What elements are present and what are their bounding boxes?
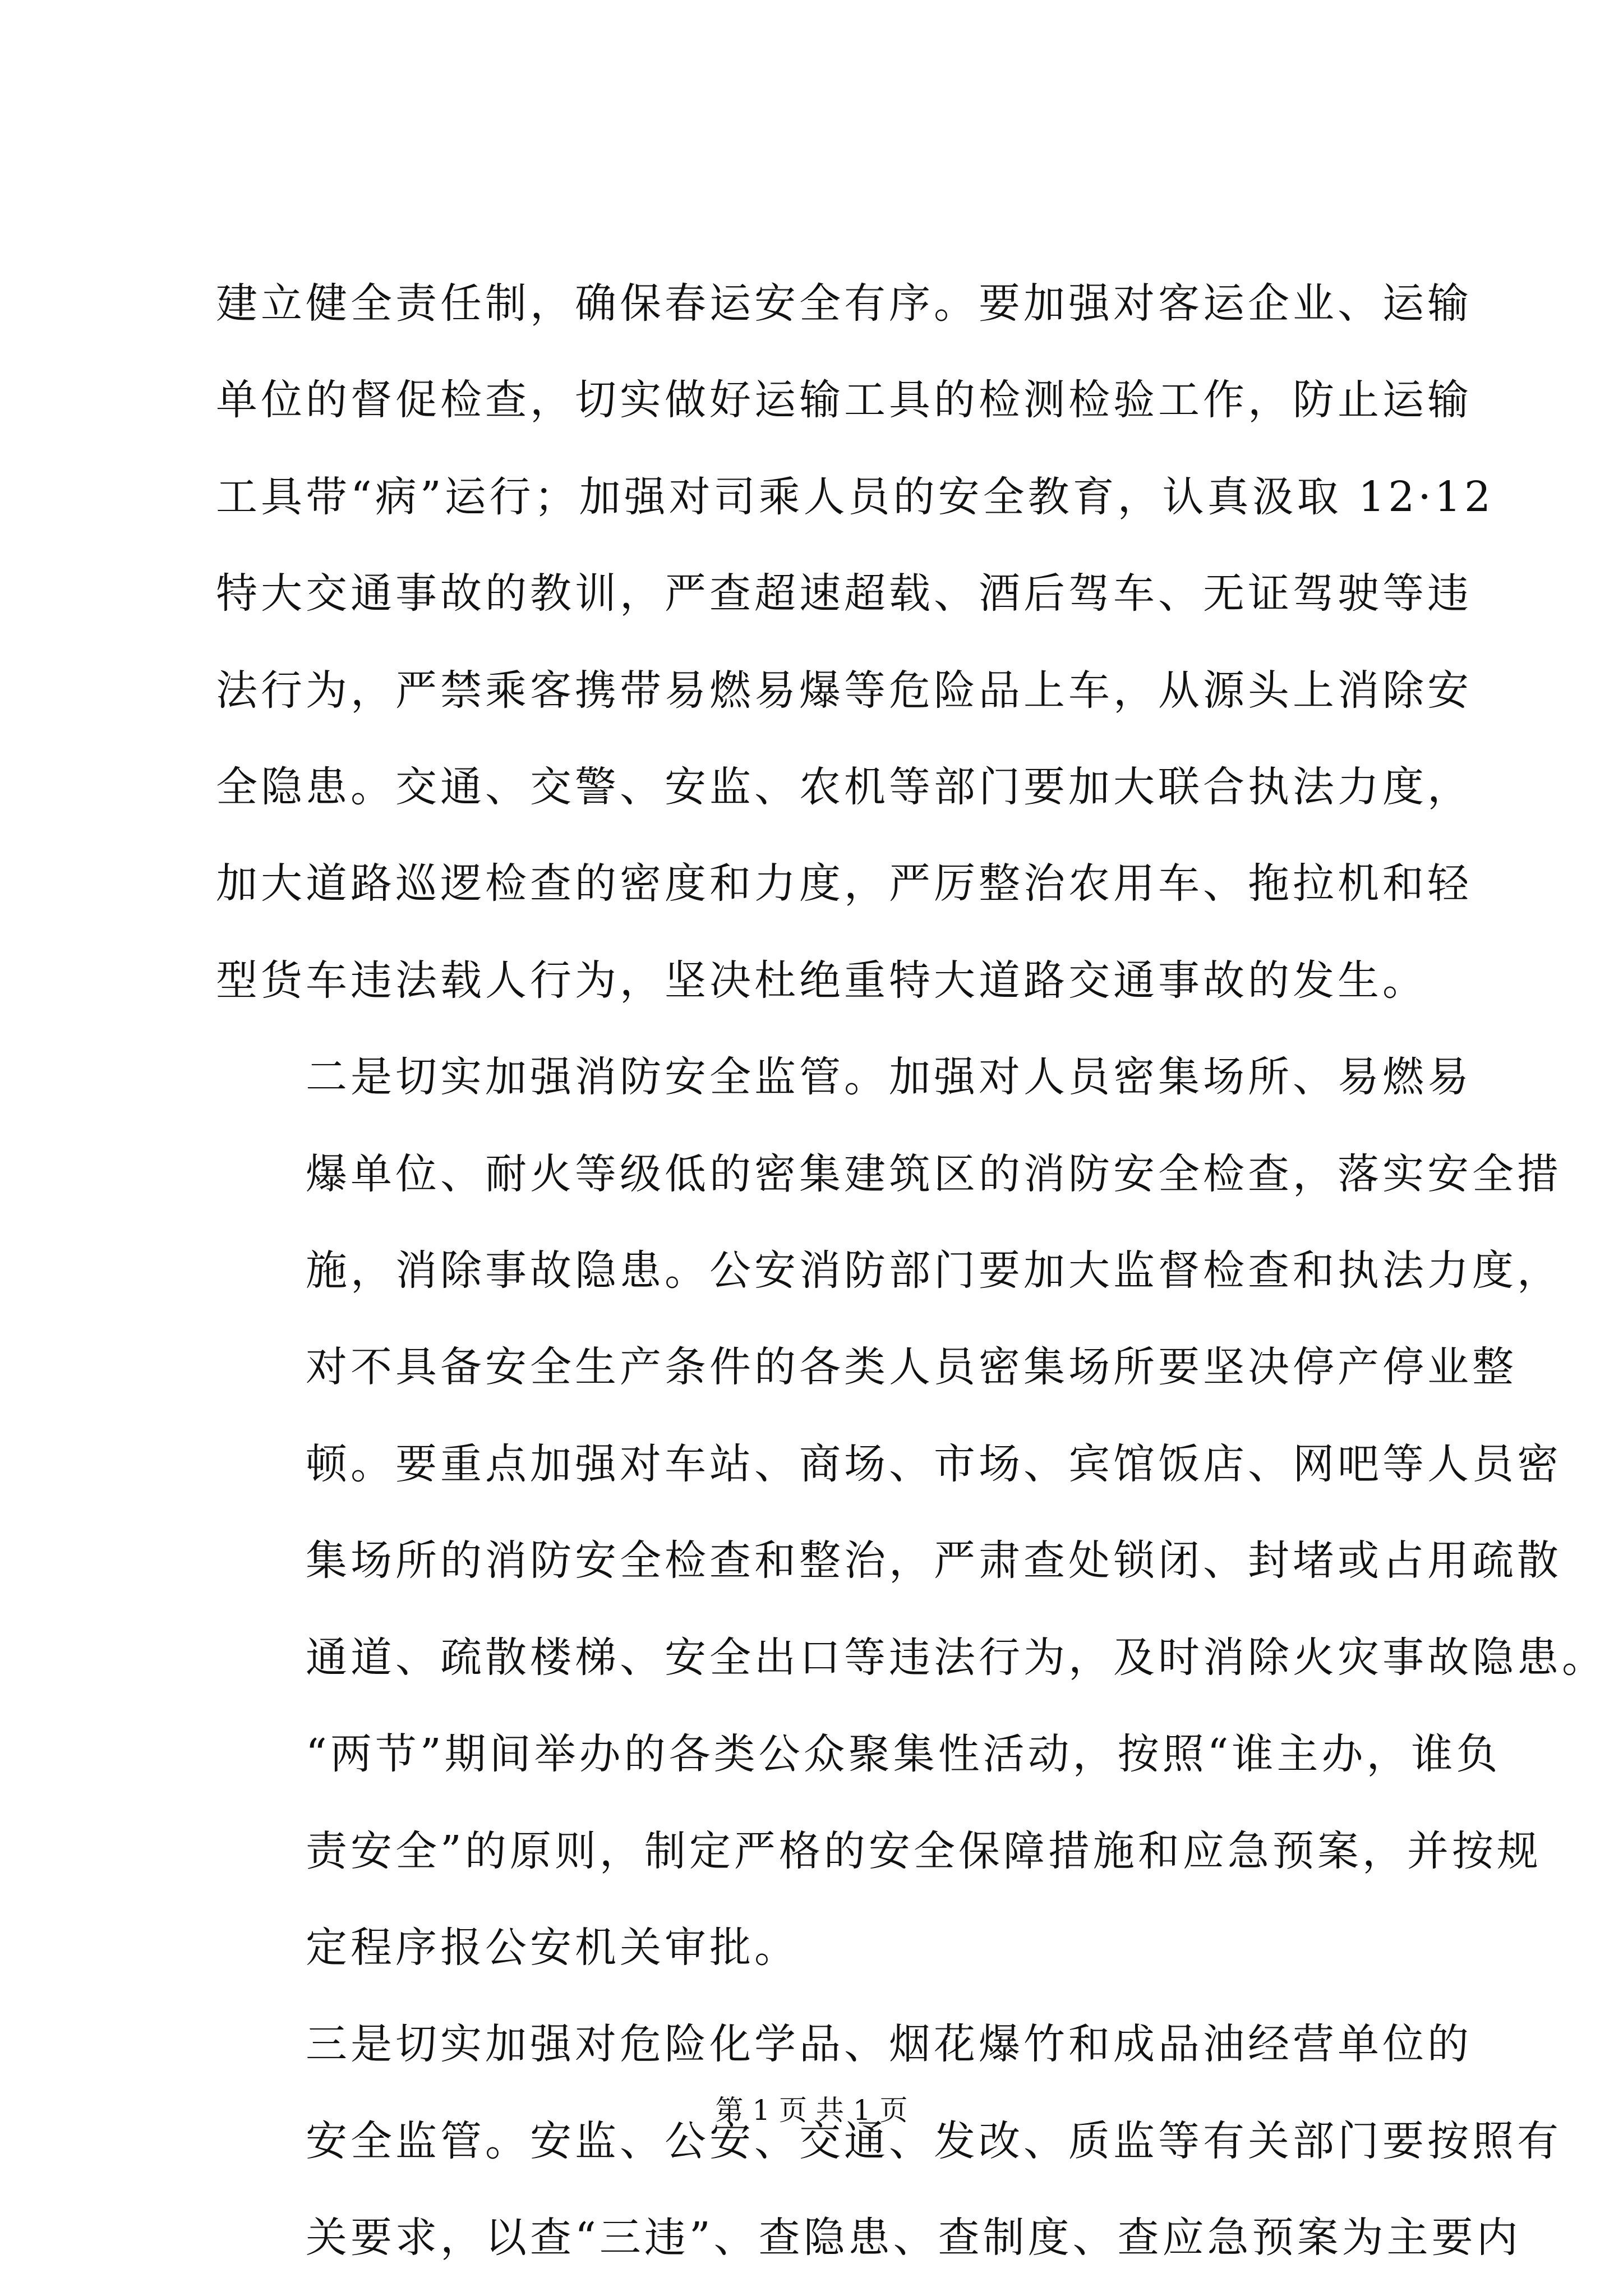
text-line: 三是切实加强对危险化学品、烟花爆竹和成品油经营单位的 — [306, 2020, 1472, 2069]
text-line: 二是切实加强消防安全监管。加强对人员密集场所、易燃易 — [306, 1053, 1472, 1102]
text-line: 安全监管。安监、公安、交通、发改、质监等有关部门要按照有 — [306, 2116, 1562, 2165]
text-line: 责安全”的原则，制定严格的安全保障措施和应急预案，并按规 — [306, 1826, 1542, 1875]
text-line: 全隐患。交通、交警、安监、农机等部门要加大联合执法力度， — [216, 763, 1472, 812]
text-line: 单位的督促检查，切实做好运输工具的检测检验工作，防止运输 — [216, 376, 1472, 425]
page-footer: 第 1 页 共 1 页 — [715, 2094, 908, 2127]
text-line: 顿。要重点加强对车站、商场、市场、宾馆饭店、网吧等人员密 — [306, 1439, 1562, 1488]
paragraph — [216, 1996, 1562, 2286]
text-line: 加大道路巡逻检查的密度和力度，严厉整治农用车、拖拉机和轻 — [216, 859, 1472, 908]
text-line: 工具带“病”运行；加强对司乘人员的安全教育，认真汲取 12·12 — [216, 472, 1495, 521]
text-line: 施，消除事故隐患。公安消防部门要加大监督检查和执法力度， — [306, 1246, 1562, 1295]
text-line: 特大交通事故的教训，严查超速超载、酒后驾车、无证驾驶等违 — [216, 569, 1472, 618]
text-line: 集场所的消防安全检查和整治，严肃查处锁闭、封堵或占用疏散 — [306, 1536, 1562, 1585]
text-line: 关要求，以查“三违”、查隐患、查制度、查应急预案为主要内 — [306, 2214, 1521, 2262]
text-line: 对不具备安全生产条件的各类人员密集场所要坚决停产停业整 — [306, 1343, 1517, 1392]
text-line: 型货车违法载人行为，坚决杜绝重特大道路交通事故的发生。 — [216, 956, 1427, 1005]
text-line: 爆单位、耐火等级低的密集建筑区的消防安全检查，落实安全措 — [306, 1149, 1562, 1198]
text-line: “两节”期间举办的各类公众聚集性活动，按照“谁主办，谁负 — [306, 1730, 1501, 1779]
text-line: 通道、疏散楼梯、安全出口等违法行为，及时消除火灾事故隐患。 — [306, 1633, 1607, 1682]
text-line: 定程序报公安机关审批。 — [306, 1923, 799, 1972]
document-body — [216, 255, 1607, 2286]
text-line: 建立健全责任制，确保春运安全有序。要加强对客运企业、运输 — [216, 279, 1472, 328]
paragraph — [216, 255, 1495, 1029]
text-line: 法行为，严禁乘客携带易燃易爆等危险品上车，从源头上消除安 — [216, 666, 1472, 715]
paragraph — [216, 1029, 1607, 1996]
